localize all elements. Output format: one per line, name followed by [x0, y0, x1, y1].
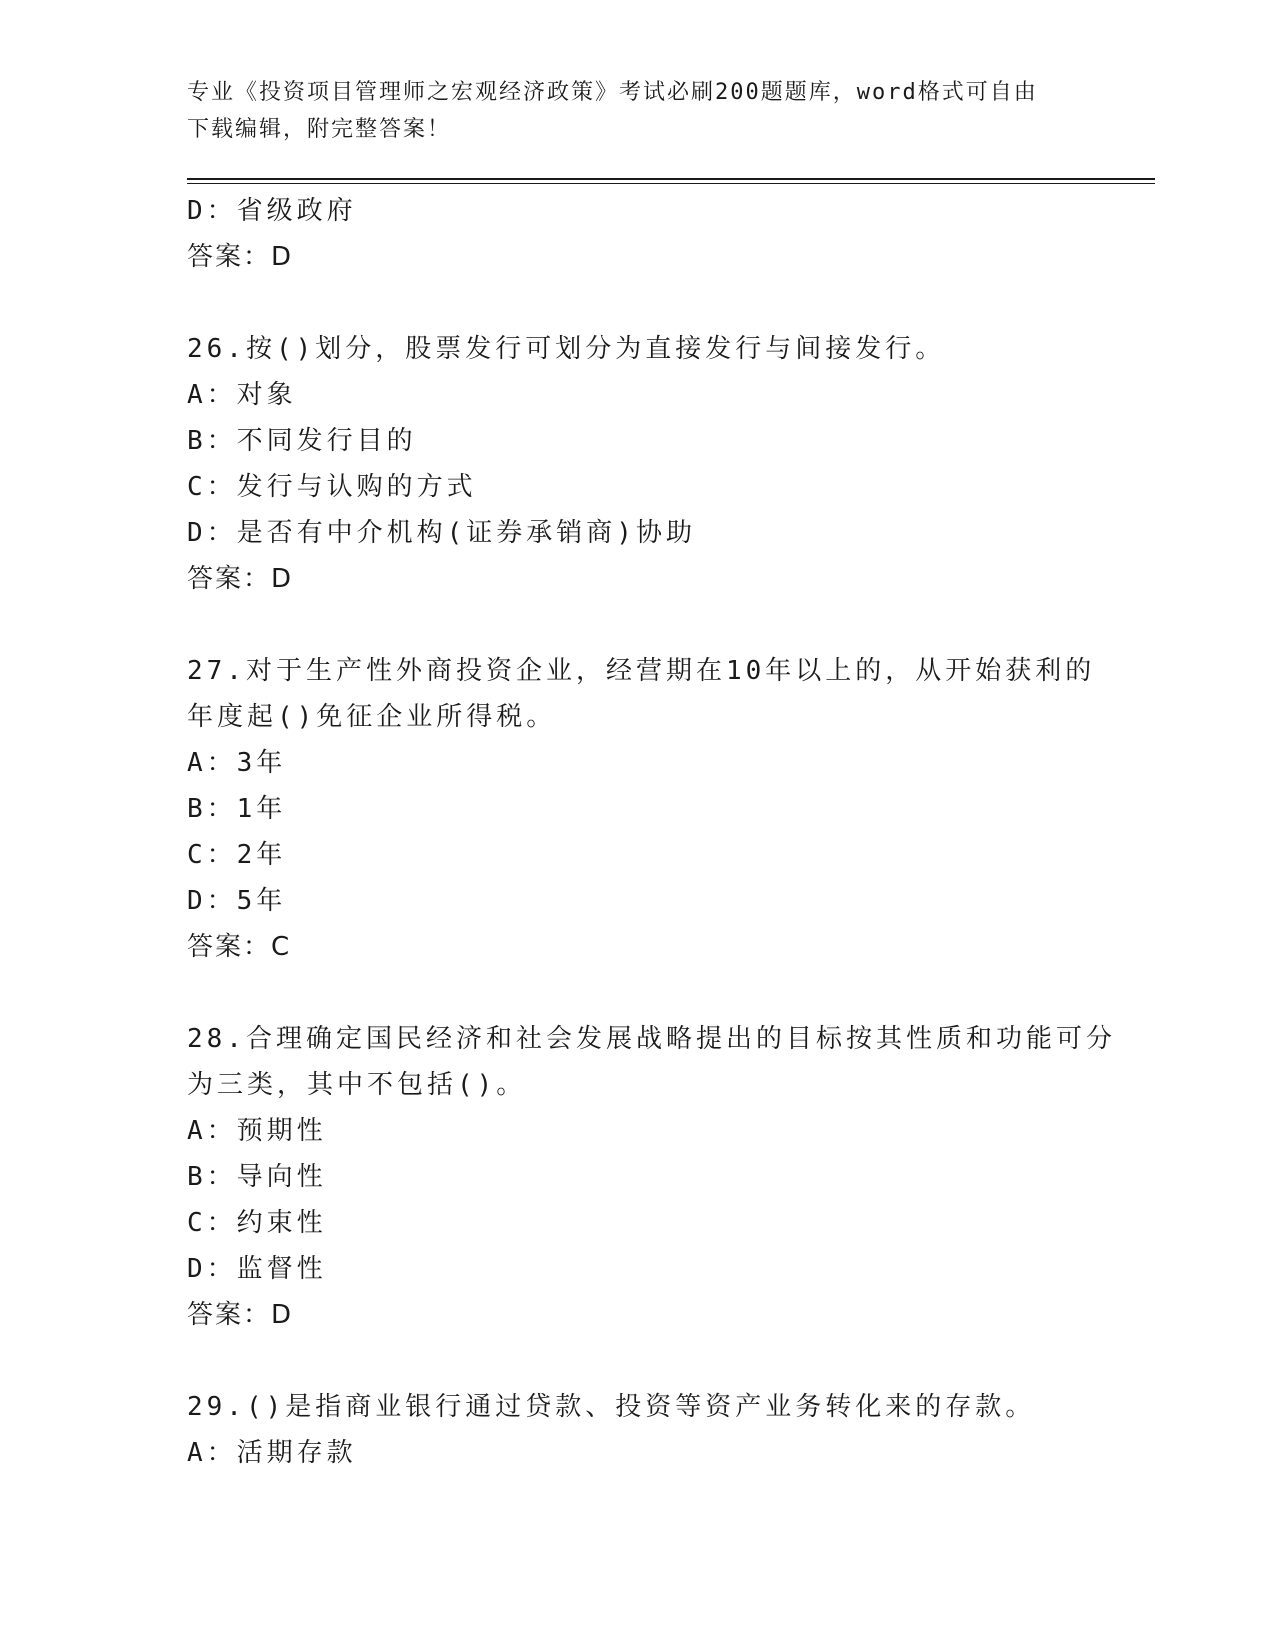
question-content — [187, 188, 1116, 1476]
spacer — [187, 970, 1087, 1016]
question-text: 29.()是指商业银行通过贷款、投资等资产业务转化来的存款。 — [187, 1392, 1036, 1422]
option-d: D：监督性 — [187, 1254, 327, 1284]
answer: 答案：C — [187, 932, 292, 962]
header-line-2: 下载编辑，附完整答案！ — [187, 117, 452, 142]
option-a: A：活期存款 — [187, 1438, 357, 1468]
header-line-1: 专业《投资项目管理师之宏观经济政策》考试必刷200题题库，word格式可自由 — [187, 80, 1038, 105]
question-text: 27.对于生产性外商投资企业，经营期在10年以上的，从开始获利的 — [187, 656, 1096, 686]
question-text: 26.按()划分，股票发行可划分为直接发行与间接发行。 — [187, 334, 946, 364]
answer: 答案：D — [187, 564, 294, 594]
option-b: B：导向性 — [187, 1162, 327, 1192]
question-text: 年度起()免征企业所得税。 — [187, 702, 557, 732]
question-block — [187, 326, 1087, 602]
header-rule-thick — [187, 178, 1155, 180]
answer: 答案：D — [187, 1300, 294, 1330]
spacer — [187, 280, 1087, 326]
question-text: 为三类，其中不包括()。 — [187, 1070, 527, 1100]
question-block — [187, 648, 1096, 970]
option-c: C：2年 — [187, 840, 287, 870]
spacer — [187, 602, 1087, 648]
option-c: C：约束性 — [187, 1208, 327, 1238]
question-block — [187, 1384, 1087, 1476]
option-d: D：是否有中介机构(证券承销商)协助 — [187, 518, 696, 548]
header-rule-thin — [187, 183, 1155, 184]
option-a: A：3年 — [187, 748, 287, 778]
answer: 答案：D — [187, 242, 294, 272]
option-b: B：不同发行目的 — [187, 426, 417, 456]
option-d: D：5年 — [187, 886, 287, 916]
question-block — [187, 1016, 1116, 1338]
option-c: C：发行与认购的方式 — [187, 472, 477, 502]
question-text: 28.合理确定国民经济和社会发展战略提出的目标按其性质和功能可分 — [187, 1024, 1116, 1054]
option-a: A：对象 — [187, 380, 297, 410]
spacer — [187, 1338, 1087, 1384]
document-header — [187, 74, 1077, 148]
option-d: D：省级政府 — [187, 196, 357, 226]
option-a: A：预期性 — [187, 1116, 327, 1146]
option-b: B：1年 — [187, 794, 287, 824]
